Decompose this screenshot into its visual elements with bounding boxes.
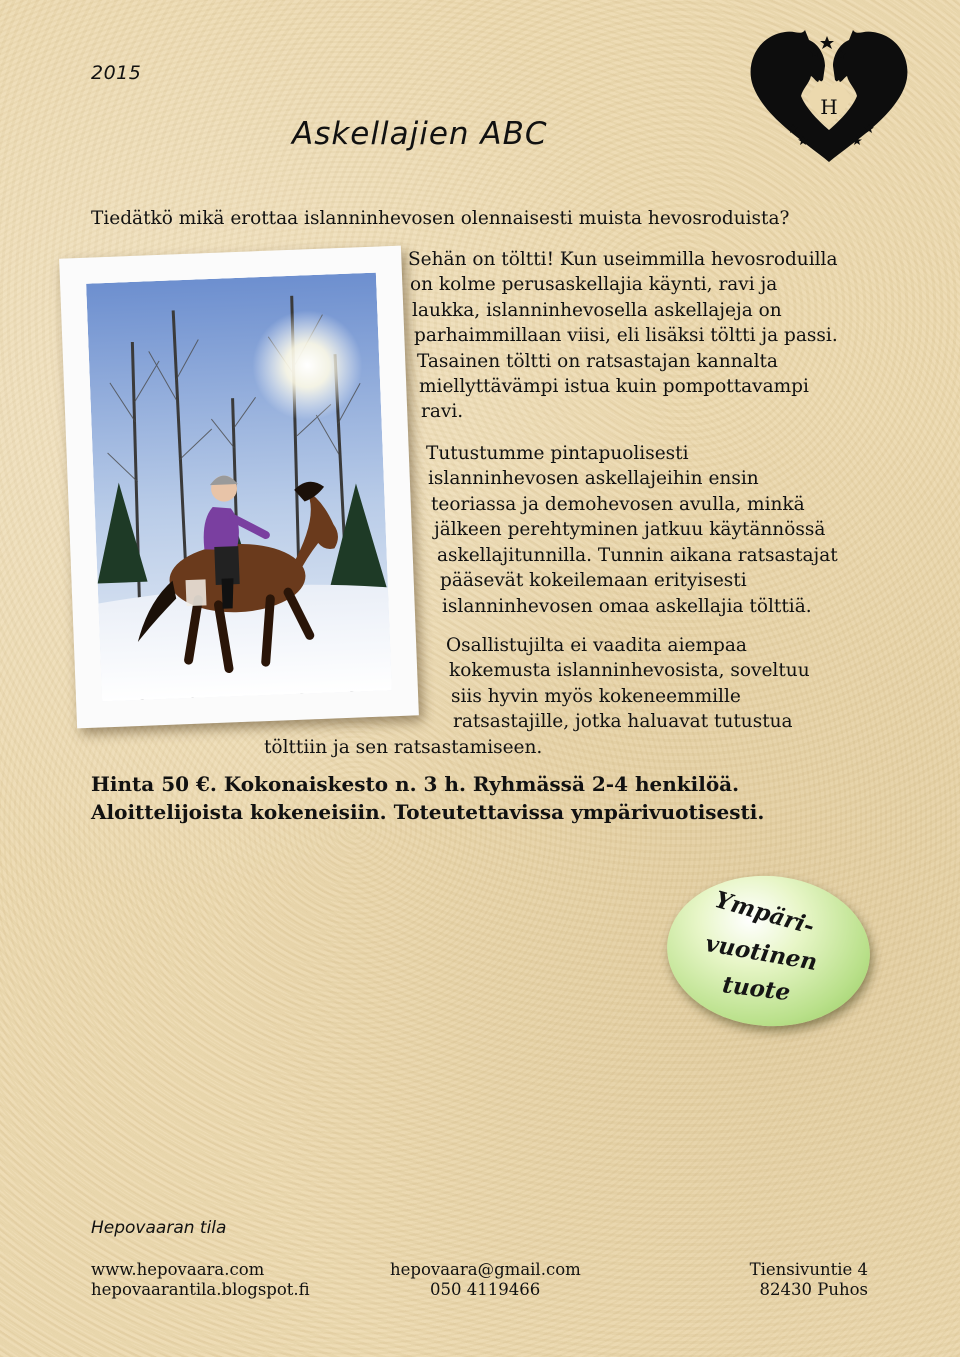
- paragraph1-line: parhaimmillaan viisi, eli lisäksi töltti ja passi.: [414, 325, 838, 346]
- paragraph3-line: kokemusta islanninhevosista, soveltuu: [449, 660, 810, 681]
- paragraph3-line: Osallistujilta ei vaadita aiempaa: [446, 635, 747, 656]
- paragraph1-line: Sehän on töltti! Kun useimmilla hevosroduilla: [408, 249, 838, 270]
- year-label: 2015: [91, 62, 142, 84]
- paragraph2-line: Tutustumme pintapuolisesti: [426, 443, 689, 464]
- footer-farm-name: Hepovaaran tila: [91, 1218, 227, 1238]
- footer-email-link[interactable]: hepovaara@gmail.com: [390, 1260, 581, 1279]
- paragraph3-line: tölttiin ja sen ratsastamiseen.: [264, 737, 543, 758]
- paragraph1-line: laukka, islanninhevosella askellajeja on: [412, 300, 782, 321]
- paragraph3-line: ratsastajille, jotka haluavat tutustua: [453, 711, 793, 732]
- intro-text: Tiedätkö mikä erottaa islanninhevosen olennaisesti muista hevosroduista?: [91, 208, 790, 229]
- paragraph1-line: ravi.: [421, 401, 464, 422]
- year-round-badge: [662, 869, 875, 1033]
- price-info: [91, 770, 764, 826]
- paragraph2-line: askellajitunnilla. Tunnin aikana ratsastajat: [437, 545, 838, 566]
- badge-line: Ympäri-: [711, 886, 818, 941]
- footer-website-link[interactable]: www.hepovaara.com: [91, 1260, 265, 1279]
- footer-blog-link[interactable]: hepovaarantila.blogspot.fi: [91, 1280, 310, 1299]
- paragraph3-line: siis hyvin myös kokeneemmille: [451, 686, 741, 707]
- price-line: Aloittelijoista kokeneisiin. Toteutettavissa ympärivuotisesti.: [91, 800, 765, 824]
- paragraph2-line: jälkeen perehtyminen jatkuu käytännössä: [434, 519, 826, 540]
- page-title: Askellajien ABC: [292, 116, 548, 152]
- paragraph2-line: islanninhevosen askellajeihin ensin: [428, 468, 759, 489]
- footer-postal: 82430 Puhos: [759, 1280, 868, 1299]
- badge-line: vuotinen: [703, 929, 820, 977]
- paragraph2-line: pääsevät kokeilemaan erityisesti: [440, 570, 747, 591]
- paragraph2-line: teoriassa ja demohevosen avulla, minkä: [431, 494, 805, 515]
- logo-letter: H: [820, 95, 838, 119]
- paragraph1-line: miellyttävämpi istua kuin pompottavampi: [419, 376, 809, 397]
- horse-rider-photo: [86, 273, 392, 702]
- horse-heart-logo-icon: [745, 26, 913, 166]
- footer-street: Tiensivuntie 4: [749, 1260, 868, 1279]
- footer-phone: 050 4119466: [430, 1280, 541, 1299]
- paragraph1-line: on kolme perusaskellajia käynti, ravi ja: [410, 274, 778, 295]
- price-line: Hinta 50 €. Kokonaiskesto n. 3 h. Ryhmässä 2-4 henkilöä.: [91, 772, 740, 796]
- paragraph2-line: islanninhevosen omaa askellajia tölttiä.: [442, 596, 812, 617]
- badge-line: tuote: [720, 971, 792, 1007]
- paragraph1-line: Tasainen töltti on ratsastajan kannalta: [417, 351, 778, 372]
- photo-frame: [59, 246, 419, 729]
